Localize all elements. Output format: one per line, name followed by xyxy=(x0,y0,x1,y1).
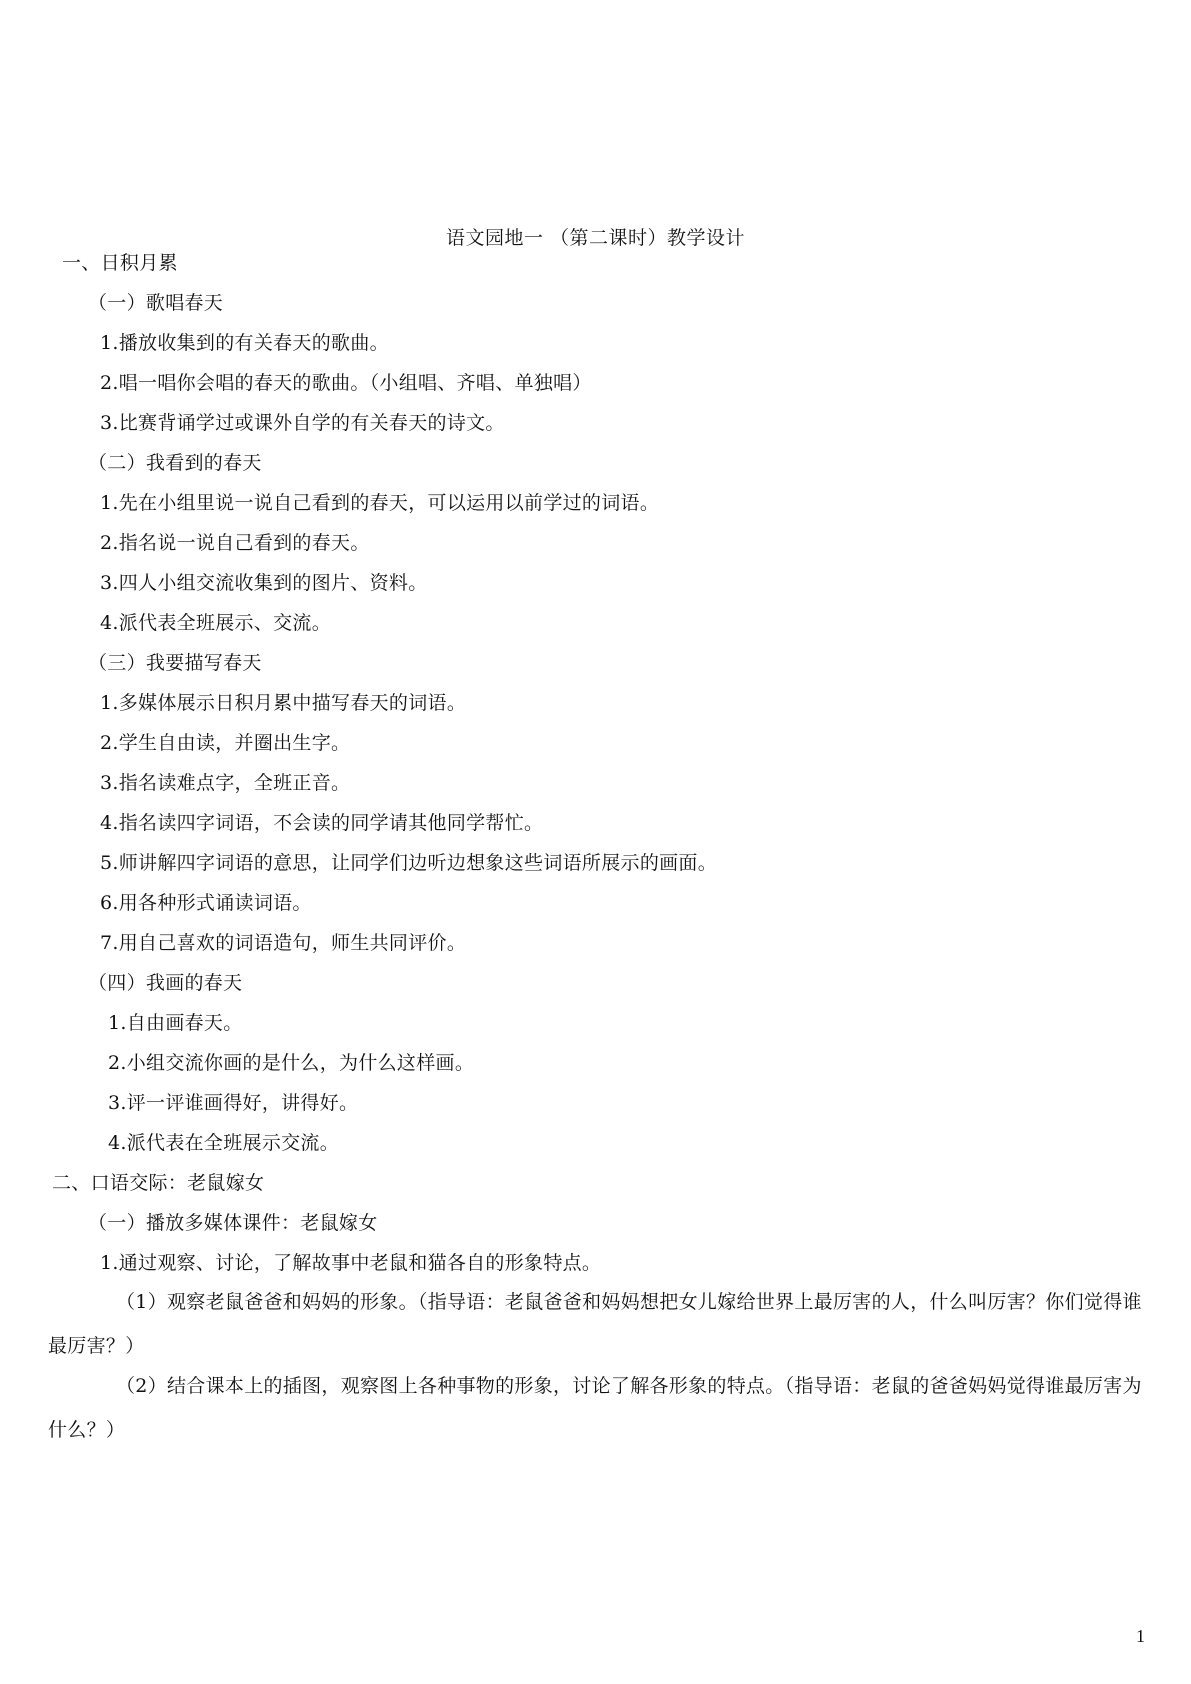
list-item: 4.派代表全班展示、交流。 xyxy=(100,612,332,634)
list-item: 3.指名读难点字，全班正音。 xyxy=(100,772,351,794)
subsection-heading-1-4: （四）我画的春天 xyxy=(88,972,243,994)
subsection-heading-2-1: （一）播放多媒体课件：老鼠嫁女 xyxy=(88,1212,378,1234)
list-item: 7.用自己喜欢的词语造句，师生共同评价。 xyxy=(100,932,467,954)
list-item: 5.师讲解四字词语的意思，让同学们边听边想象这些词语所展示的画面。 xyxy=(100,852,718,874)
document-title: 语文园地一 （第二课时）教学设计 xyxy=(445,227,746,249)
list-item: 3.四人小组交流收集到的图片、资料。 xyxy=(100,572,428,594)
list-item: 2.学生自由读，并圈出生字。 xyxy=(100,732,351,754)
list-item: 3.比赛背诵学过或课外自学的有关春天的诗文。 xyxy=(100,412,505,434)
list-item: 2.指名说一说自己看到的春天。 xyxy=(100,532,370,554)
list-item: 1.多媒体展示日积月累中描写春天的词语。 xyxy=(100,692,467,714)
section-heading-2: 二、口语交际：老鼠嫁女 xyxy=(52,1172,265,1194)
guidance-paragraph-2 xyxy=(48,1364,1154,1452)
list-item: 3.评一评谁画得好，讲得好。 xyxy=(108,1092,359,1114)
list-item: 2.唱一唱你会唱的春天的歌曲。（小组唱、齐唱、单独唱） xyxy=(100,372,592,394)
list-item: 1.先在小组里说一说自己看到的春天，可以运用以前学过的词语。 xyxy=(100,492,660,514)
section-heading-1: 一、日积月累 xyxy=(62,252,178,274)
guidance-paragraph-1 xyxy=(48,1280,1154,1368)
subsection-heading-1-3: （三）我要描写春天 xyxy=(88,652,262,674)
list-item: 1.通过观察、讨论，了解故事中老鼠和猫各自的形象特点。 xyxy=(100,1252,602,1274)
list-item: 4.派代表在全班展示交流。 xyxy=(108,1132,340,1154)
list-item: 4.指名读四字词语，不会读的同学请其他同学帮忙。 xyxy=(100,812,544,834)
subsection-heading-1-1: （一）歌唱春天 xyxy=(88,292,224,314)
list-item: 2.小组交流你画的是什么，为什么这样画。 xyxy=(108,1052,475,1074)
subsection-heading-1-2: （二）我看到的春天 xyxy=(88,452,262,474)
list-item: 6.用各种形式诵读词语。 xyxy=(100,892,312,914)
guidance-paragraph-text: （2）结合课本上的插图，观察图上各种事物的形象，讨论了解各形象的特点。（指导语：老鼠的爸爸妈妈觉得谁最厉害为什么？） xyxy=(48,1375,1142,1441)
guidance-paragraph-text: （1）观察老鼠爸爸和妈妈的形象。（指导语：老鼠爸爸和妈妈想把女儿嫁给世界上最厉害的人，什么叫厉害？你们觉得谁最厉害？） xyxy=(48,1291,1142,1357)
list-item: 1.自由画春天。 xyxy=(108,1012,243,1034)
page-number: 1 xyxy=(1136,1626,1145,1646)
list-item: 1.播放收集到的有关春天的歌曲。 xyxy=(100,332,389,354)
